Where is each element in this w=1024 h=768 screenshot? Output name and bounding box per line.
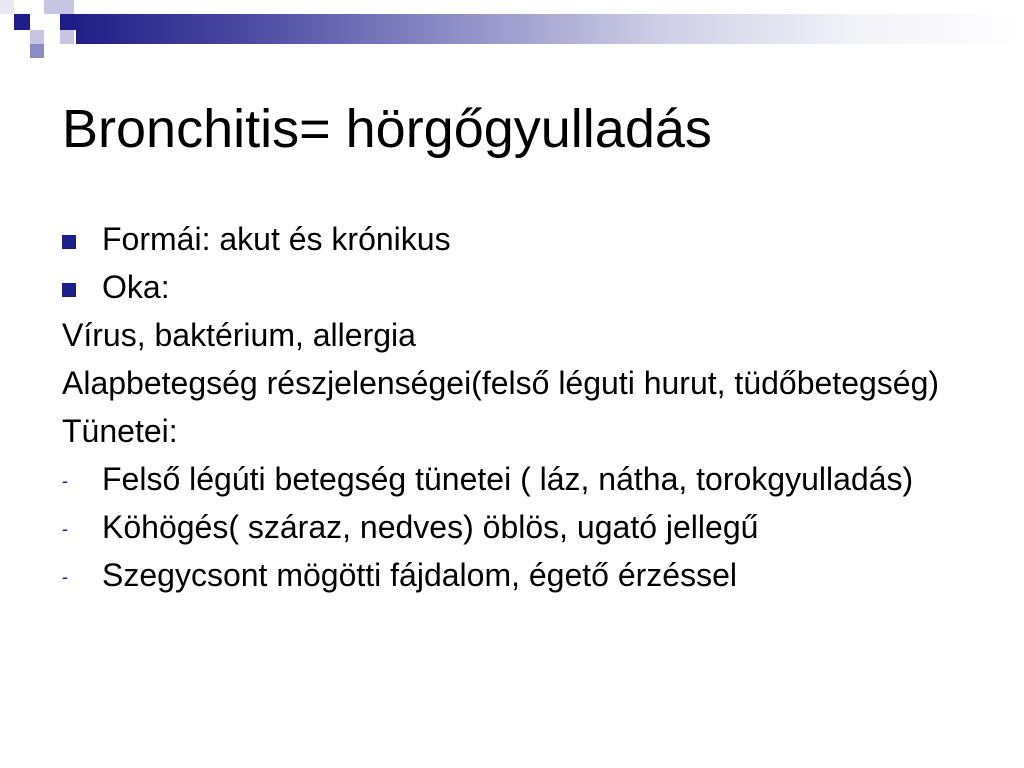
deco-square xyxy=(60,30,74,44)
bullet-item xyxy=(62,270,962,305)
dash-item xyxy=(62,510,962,545)
deco-square xyxy=(44,0,74,14)
bullet-text: Oka: xyxy=(102,269,170,305)
line-text: Vírus, baktérium, allergia xyxy=(62,317,416,353)
text-line xyxy=(62,318,962,353)
slide-title: Bronchitis= hörgőgyulladás xyxy=(62,99,712,159)
dash-text: Felső légúti betegség tünetei ( láz, nátha, torokgyulladás) xyxy=(102,461,914,497)
dash-item xyxy=(62,462,962,497)
dash-bullet-icon: - xyxy=(62,519,68,539)
deco-square xyxy=(14,14,30,30)
slide-body xyxy=(62,222,962,606)
dash-bullet-icon: - xyxy=(62,567,68,587)
line-text: Alapbetegség részjelenségei(felső léguti hurut, tüdőbetegség) xyxy=(62,365,940,401)
square-bullet-icon xyxy=(62,283,76,297)
dash-bullet-icon: - xyxy=(62,471,68,491)
line-text: Tünetei: xyxy=(62,413,178,449)
bullet-text: Formái: akut és krónikus xyxy=(102,221,451,257)
dash-text: Köhögés( száraz, nedves) öblös, ugató jellegű xyxy=(102,509,759,545)
deco-square xyxy=(60,14,76,30)
bullet-item xyxy=(62,222,962,257)
dash-item xyxy=(62,558,962,593)
deco-square xyxy=(30,30,44,44)
square-bullet-icon xyxy=(62,235,76,249)
text-line xyxy=(62,366,962,401)
text-line xyxy=(62,414,962,449)
header-decoration xyxy=(0,0,1024,70)
header-gradient-bar xyxy=(76,14,1024,44)
dash-text: Szegycsont mögötti fájdalom, égető érzéssel xyxy=(102,557,737,593)
deco-square xyxy=(0,0,14,14)
deco-square xyxy=(30,44,44,58)
